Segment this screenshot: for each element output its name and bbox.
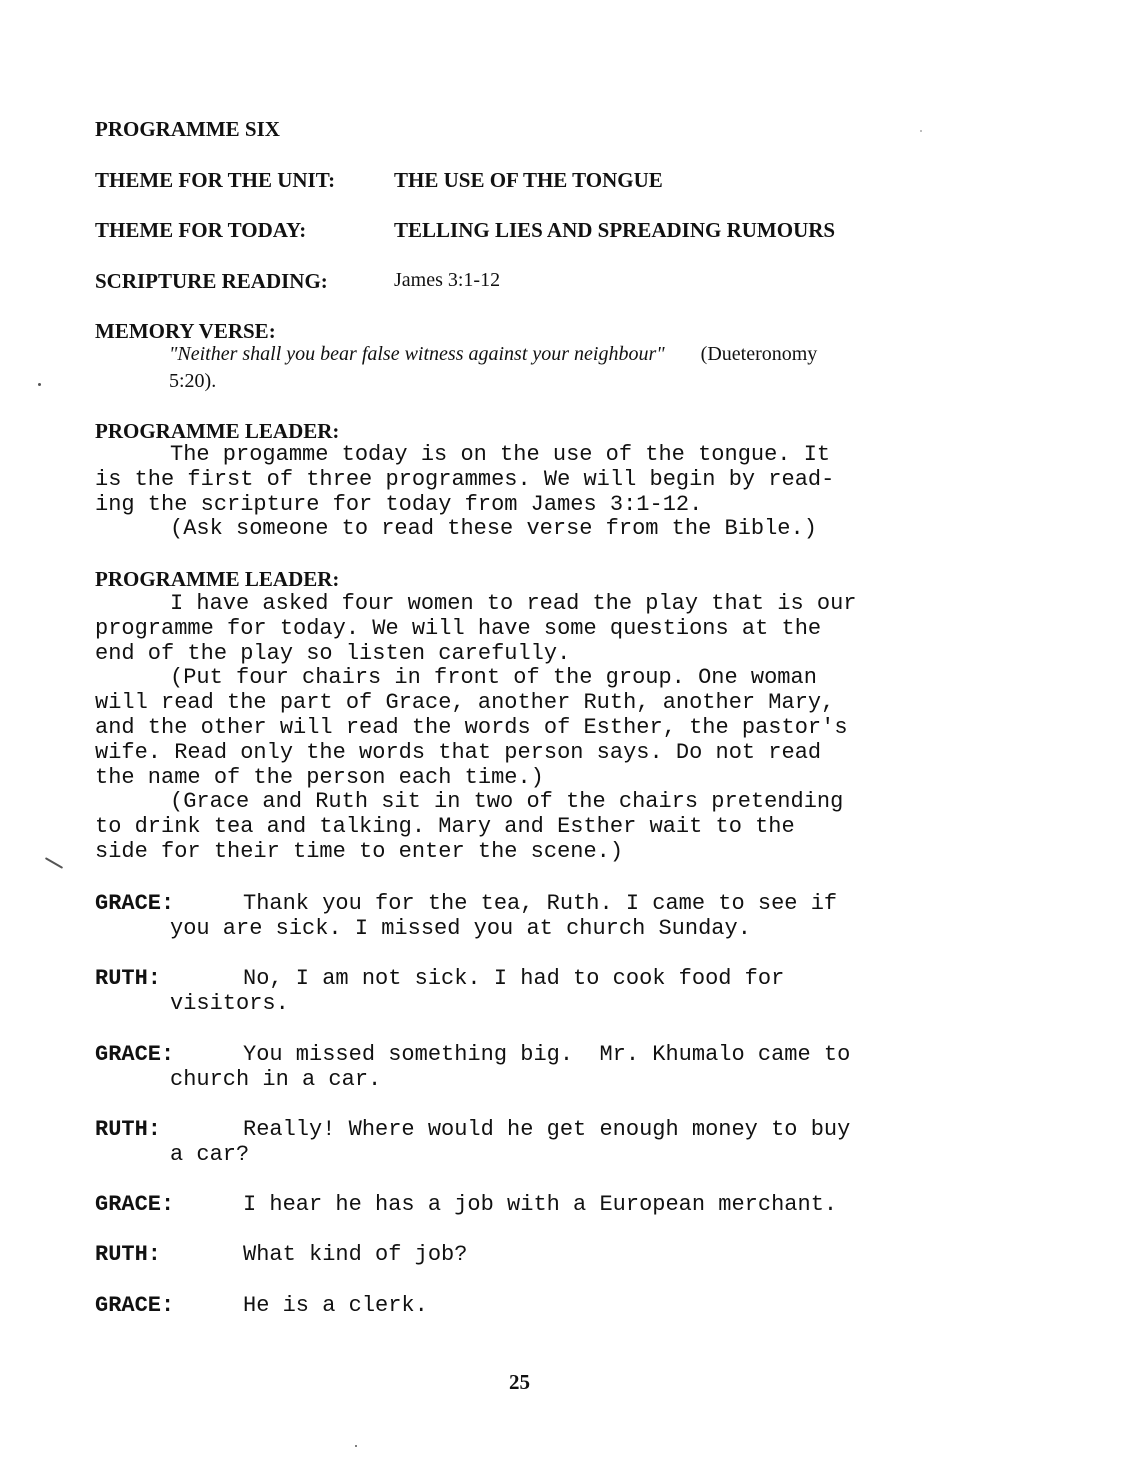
dialogue-text: What kind of job? xyxy=(243,1242,468,1267)
leader-2-line: side for their time to enter the scene.) xyxy=(95,838,624,864)
programme-title: PROGRAMME SIX xyxy=(95,117,280,141)
leader-1-line-4: (Ask someone to read these verse from the Bible.) xyxy=(170,516,817,542)
dialogue-text-continued: church in a car. xyxy=(170,1067,382,1092)
leader-2-line: end of the play so listen carefully. xyxy=(95,640,571,666)
dialogue-line xyxy=(95,966,951,1016)
dialogue-text-continued: you are sick. I missed you at church Sunday. xyxy=(170,916,751,941)
leader-2-line: to drink tea and talking. Mary and Esther wait to the xyxy=(95,814,795,840)
leader-1-text xyxy=(95,443,951,542)
leader-1-label: PROGRAMME LEADER: xyxy=(95,419,340,443)
dialogue-text-continued: visitors. xyxy=(170,991,289,1016)
dialogue-text: Really! Where would he get enough money to buy xyxy=(243,1117,851,1142)
scan-speck xyxy=(355,1445,357,1447)
speaker-name: RUTH: xyxy=(95,1117,162,1142)
dialogue-line xyxy=(95,1192,951,1217)
memory-verse-label: MEMORY VERSE: xyxy=(95,319,276,343)
dialogue-text: He is a clerk. xyxy=(243,1293,428,1318)
unit-theme-label: THEME FOR THE UNIT: xyxy=(95,168,336,192)
leader-2-line: (Put four chairs in front of the group. One woman xyxy=(170,665,817,691)
memory-verse-ref-1: (Dueteronomy xyxy=(700,343,818,365)
speaker-name: RUTH: xyxy=(95,966,162,991)
leader-2-text xyxy=(95,592,951,865)
scan-mark xyxy=(45,857,63,869)
dialogue-line xyxy=(95,1242,951,1267)
today-theme-value: TELLING LIES AND SPREADING RUMOURS xyxy=(394,218,836,242)
scripture-label: SCRIPTURE READING: xyxy=(95,269,328,293)
document-page xyxy=(95,0,955,1483)
leader-2-label: PROGRAMME LEADER: xyxy=(95,567,340,591)
dialogue-text: I hear he has a job with a European merchant. xyxy=(243,1192,838,1217)
leader-2-line: the name of the person each time.) xyxy=(95,764,544,790)
scan-speck xyxy=(38,383,41,386)
dialogue-text: Thank you for the tea, Ruth. I came to see if xyxy=(243,891,838,916)
dialogue-text: You missed something big. Mr. Khumalo came to xyxy=(243,1042,851,1067)
dialogue-line xyxy=(95,1117,951,1167)
leader-1-line-2: is the first of three programmes. We will begin by read- xyxy=(95,466,835,492)
leader-2-line: programme for today. We will have some questions at the xyxy=(95,615,822,641)
dialogue-line xyxy=(95,1293,951,1318)
dialogue-line xyxy=(95,1042,951,1092)
dialogue-line xyxy=(95,891,951,941)
speaker-name: RUTH: xyxy=(95,1242,162,1267)
today-theme-label: THEME FOR TODAY: xyxy=(95,218,307,242)
leader-2-line: (Grace and Ruth sit in two of the chairs pretending xyxy=(170,789,844,815)
unit-theme-value: THE USE OF THE TONGUE xyxy=(394,168,663,192)
leader-1-line-1: The progamme today is on the use of the tongue. It xyxy=(170,442,831,467)
dialogue-text: No, I am not sick. I had to cook food for xyxy=(243,966,785,991)
speaker-name: GRACE: xyxy=(95,1192,175,1217)
memory-verse-quote: "Neither shall you bear false witness against your neighbour" xyxy=(169,343,665,365)
scripture-value: James 3:1-12 xyxy=(394,269,501,291)
leader-2-line: wife. Read only the words that person says. Do not read xyxy=(95,739,822,765)
memory-verse-line xyxy=(169,343,817,366)
leader-1-line-3: ing the scripture for today from James 3:1-12. xyxy=(95,491,703,517)
page-number: 25 xyxy=(509,1370,530,1394)
memory-verse-ref-2: 5:20). xyxy=(169,370,217,392)
speaker-name: GRACE: xyxy=(95,1042,175,1067)
scan-speck xyxy=(920,130,922,132)
leader-2-line: and the other will read the words of Esther, the pastor's xyxy=(95,714,848,740)
speaker-name: GRACE: xyxy=(95,891,175,916)
speaker-name: GRACE: xyxy=(95,1293,175,1318)
leader-2-line: I have asked four women to read the play that is our xyxy=(170,591,857,616)
dialogue-text-continued: a car? xyxy=(170,1142,250,1167)
leader-2-line: will read the part of Grace, another Ruth, another Mary, xyxy=(95,690,835,716)
